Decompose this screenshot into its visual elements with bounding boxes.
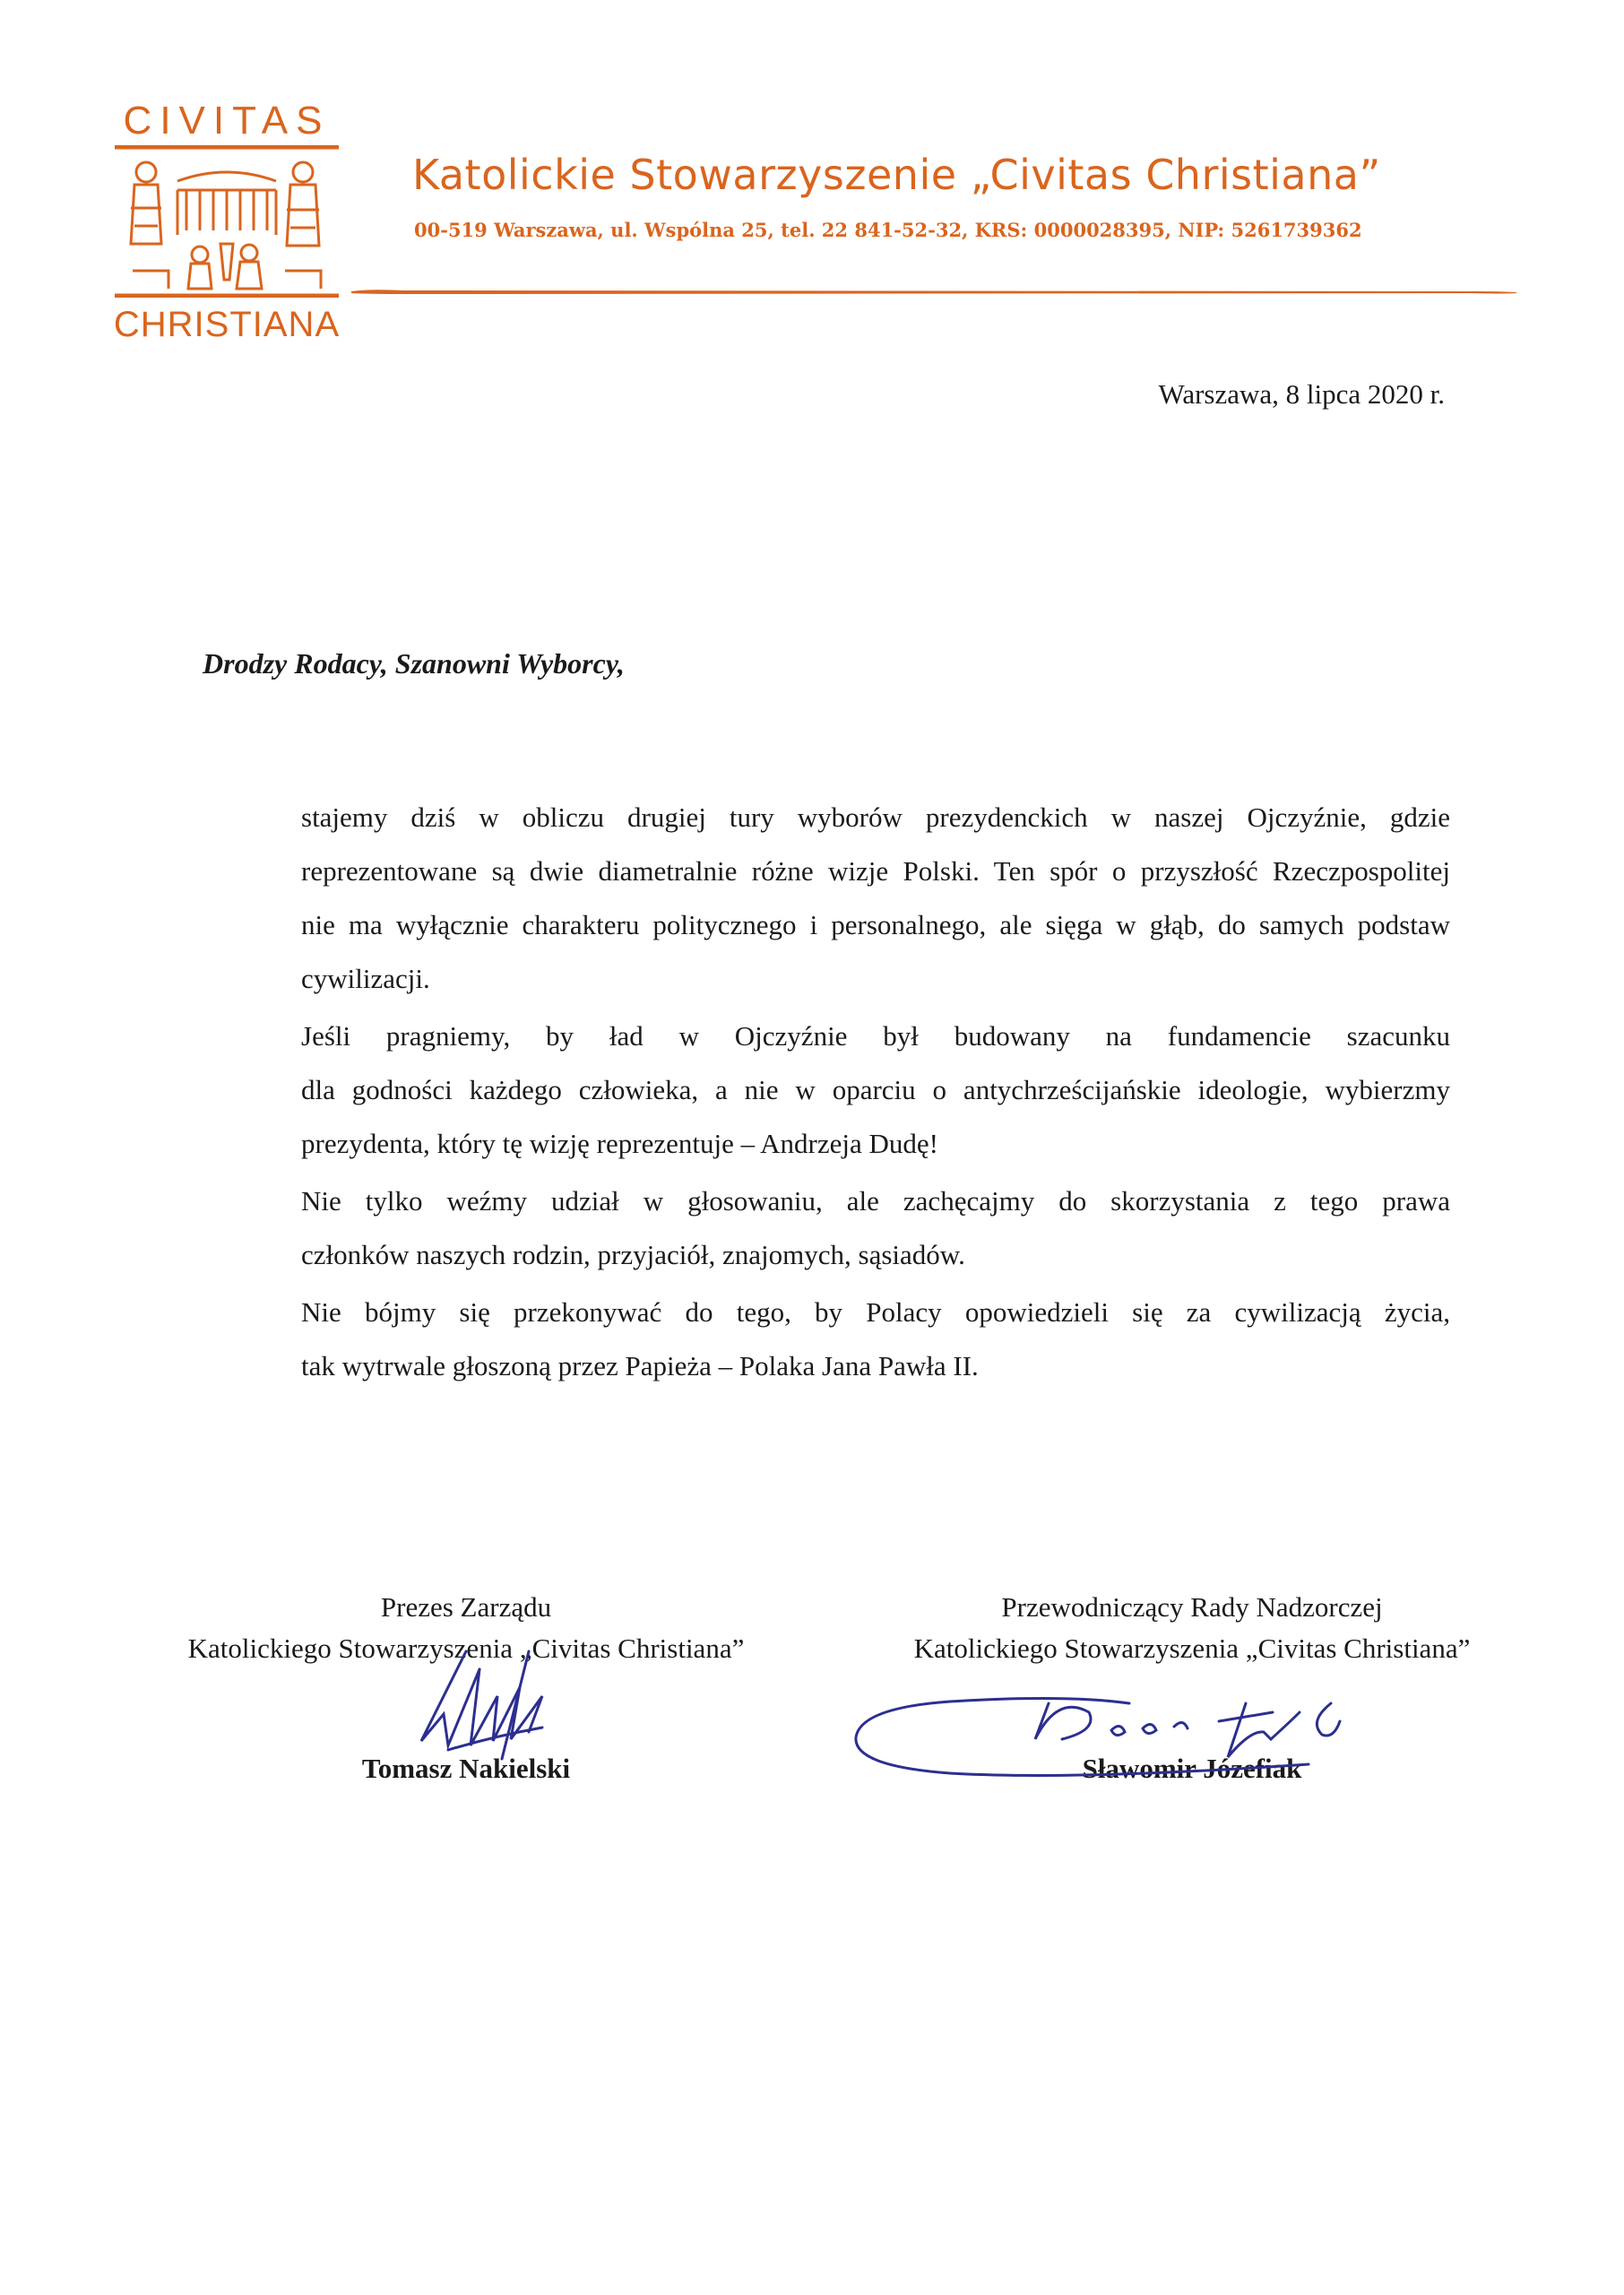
paragraph (203, 1009, 1450, 1171)
paragraph-line: Nie tylko weźmy udział w głosowaniu, ale zachęcajmy do skorzystania z tego prawa (301, 1185, 1450, 1217)
salutation: Drodzy Rodacy, Szanowni Wyborcy, (203, 647, 625, 680)
paragraph-line: tak wytrwale głoszoną przez Papieża – Polaka Jana Pawła II. (301, 1350, 979, 1381)
logo-bottom-text: CHRISTIANA (113, 305, 341, 344)
paragraph-line: Jeśli pragniemy, by ład w Ojczyźnie był budowany na fundamencie szacunku (301, 1020, 1450, 1052)
paragraph-line: prezydenta, który tę wizję reprezentuje – Andrzeja Dudę! (301, 1128, 938, 1159)
signatory-name: Tomasz Nakielski (361, 1753, 571, 1784)
paragraph (203, 1174, 1450, 1282)
logo-top-text: CIVITAS (123, 99, 331, 143)
paragraph (203, 1286, 1450, 1393)
paragraph-line: reprezentowane są dwie diametralnie różne wizje Polski. Ten spór o przyszłość Rzeczpospolitej (301, 855, 1450, 887)
paragraph-line: dla godności każdego człowieka, a nie w oparciu o antychrześcijańskie ideologie, wybierzmy (301, 1074, 1450, 1105)
paragraph-line: nie ma wyłącznie charakteru politycznego i personalnego, ale sięga w głąb, do samych podstaw (301, 909, 1450, 940)
handwritten-signature-left (394, 1633, 600, 1768)
letter-body (203, 791, 1450, 1397)
organization-logo (106, 90, 348, 350)
organization-address: 00-519 Warszawa, ul. Wspólna 25, tel. 22 841-52-32, KRS: 0000028395, NIP: 5261739362 (414, 219, 1362, 241)
paragraph-line: stajemy dziś w obliczu drugiej tury wyborów prezydenckich w naszej Ojczyźnie, gdzie (301, 801, 1450, 833)
signatory-organization: Katolickiego Stowarzyszenia „Civitas Christiana” (913, 1632, 1471, 1664)
letter-date: Warszawa, 8 lipca 2020 r. (1158, 378, 1445, 410)
logo-illustration-icon (115, 145, 339, 298)
handwritten-signature-right (842, 1667, 1398, 1793)
signatory-title: Przewodniczący Rady Nadzorczej (1001, 1591, 1383, 1623)
signatory-organization: Katolickiego Stowarzyszenia „Civitas Christiana” (187, 1632, 745, 1664)
paragraph-line: Nie bójmy się przekonywać do tego, by Polacy opowiedzieli się za cywilizacją życia, (301, 1296, 1450, 1328)
letterhead-divider (351, 285, 1516, 298)
paragraph-line: cywilizacji. (301, 963, 430, 994)
paragraph (203, 791, 1450, 1006)
organization-name: Katolickie Stowarzyszenie „Civitas Christiana” (412, 151, 1381, 199)
signatory-title: Prezes Zarządu (380, 1591, 552, 1623)
signatory-name: Sławomir Józefiak (1082, 1753, 1302, 1784)
paragraph-line: członków naszych rodzin, przyjaciół, znajomych, sąsiadów. (301, 1239, 965, 1270)
